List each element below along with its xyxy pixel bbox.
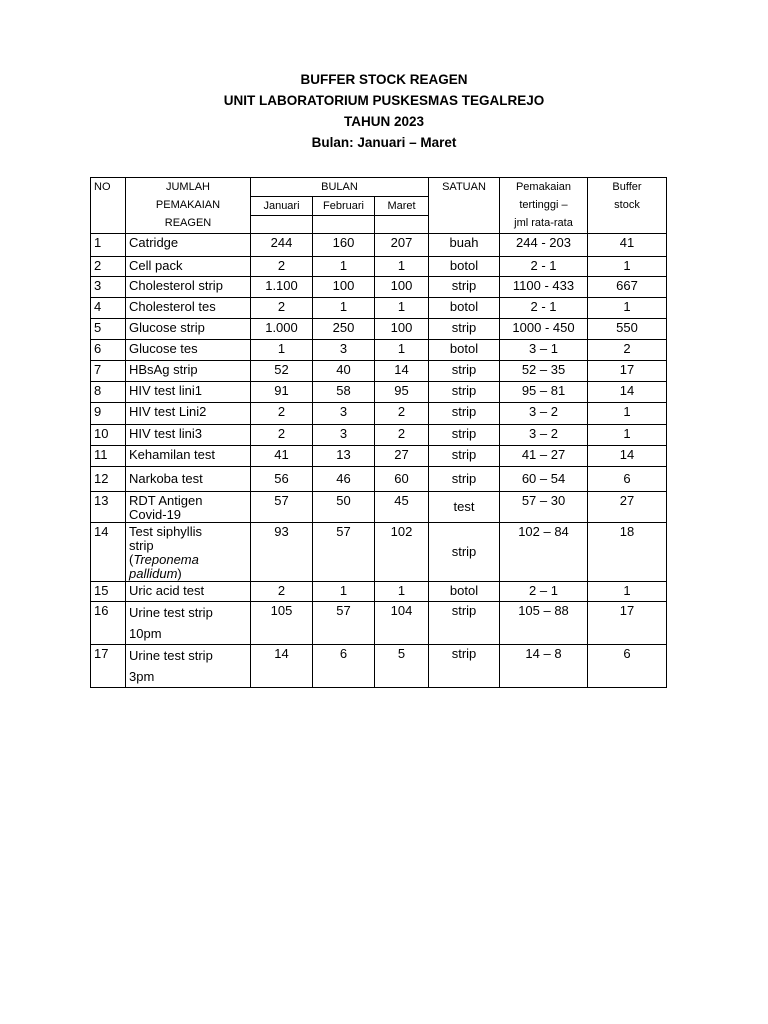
table-row [91,361,667,382]
row-jan: 244 [251,234,313,257]
row-satuan: strip [429,523,500,582]
header-februari: Februari [313,197,375,216]
row-name-line3 [129,553,247,567]
row-name: HBsAg strip [126,361,251,382]
row-no: 9 [91,403,126,425]
row-name-paren-open: ( [129,552,134,567]
row-no: 1 [91,234,126,257]
row-feb: 6 [313,645,375,688]
document-year: TAHUN 2023 [343,114,425,129]
row-buffer: 1 [588,257,667,277]
row-jan: 56 [251,467,313,492]
header-jumlah [126,178,251,234]
row-jan: 2 [251,257,313,277]
row-no: 17 [91,645,126,688]
row-name-line2: 3pm [129,669,155,684]
row-jan: 1.100 [251,277,313,298]
row-jan: 1 [251,340,313,361]
row-name: HIV test lini1 [126,382,251,403]
row-name: Glucose strip [126,319,251,340]
row-feb: 3 [313,425,375,446]
header-februari-spacer [313,216,375,234]
row-feb: 57 [313,523,375,582]
table-row [91,425,667,446]
row-no: 5 [91,319,126,340]
row-buffer: 14 [588,446,667,467]
row-pemakaian: 1000 - 450 [500,319,588,340]
row-jan: 41 [251,446,313,467]
row-satuan: strip [429,467,500,492]
row-pemakaian: 95 – 81 [500,382,588,403]
row-name: Kehamilan test [126,446,251,467]
header-jumlah-line2: PEMAKAIAN [155,199,221,211]
row-no: 7 [91,361,126,382]
table-row [91,582,667,602]
row-mar: 2 [375,403,429,425]
table-row [91,467,667,492]
row-mar: 1 [375,340,429,361]
row-feb: 40 [313,361,375,382]
row-pemakaian: 3 – 2 [500,403,588,425]
row-feb: 1 [313,257,375,277]
row-name [126,602,251,645]
row-buffer: 1 [588,298,667,319]
row-mar: 100 [375,277,429,298]
row-no: 13 [91,492,126,523]
buffer-stock-table [90,177,667,688]
row-jan: 14 [251,645,313,688]
header-januari-spacer [251,216,313,234]
row-pemakaian: 57 – 30 [500,492,588,523]
row-no: 12 [91,467,126,492]
row-no: 16 [91,602,126,645]
row-name: Cholesterol tes [126,298,251,319]
row-jan: 91 [251,382,313,403]
table-row [91,523,667,582]
row-jan: 2 [251,298,313,319]
row-name: HIV test Lini2 [126,403,251,425]
row-name: HIV test lini3 [126,425,251,446]
row-buffer: 1 [588,425,667,446]
row-feb: 250 [313,319,375,340]
table-row [91,340,667,361]
row-no: 14 [91,523,126,582]
table-row [91,492,667,523]
row-buffer: 2 [588,340,667,361]
row-name: Cholesterol strip [126,277,251,298]
row-name-line1: RDT Antigen [129,493,203,508]
row-name: Glucose tes [126,340,251,361]
table-row [91,298,667,319]
row-name-line2: strip [129,538,154,553]
document-unit: UNIT LABORATORIUM PUSKESMAS TEGALREJO [223,93,545,108]
table-row [91,234,667,257]
row-jan: 1.000 [251,319,313,340]
row-buffer: 6 [588,645,667,688]
row-jan: 2 [251,582,313,602]
row-name: Narkoba test [126,467,251,492]
row-satuan: strip [429,361,500,382]
row-satuan: strip [429,645,500,688]
row-name-line2: 10pm [129,626,162,641]
row-buffer: 41 [588,234,667,257]
row-name: Catridge [126,234,251,257]
row-mar: 2 [375,425,429,446]
row-pemakaian: 1100 - 433 [500,277,588,298]
row-mar: 104 [375,602,429,645]
row-pemakaian: 2 - 1 [500,257,588,277]
row-buffer: 18 [588,523,667,582]
row-name: Uric acid test [126,582,251,602]
header-pemakaian-line1: Pemakaian [515,181,572,193]
row-buffer: 14 [588,382,667,403]
row-satuan: botol [429,257,500,277]
row-mar: 27 [375,446,429,467]
header-satuan: SATUAN [429,178,500,234]
row-satuan: strip [429,425,500,446]
row-feb: 50 [313,492,375,523]
row-no: 4 [91,298,126,319]
row-buffer: 27 [588,492,667,523]
row-pemakaian: 2 – 1 [500,582,588,602]
row-name-species: pallidum [129,566,178,581]
row-pemakaian: 105 – 88 [500,602,588,645]
row-name-line1: Urine test strip [129,605,213,620]
header-pemakaian-line3: jml rata-rata [514,217,573,229]
row-mar: 5 [375,645,429,688]
header-no: NO [91,178,126,234]
row-pemakaian: 60 – 54 [500,467,588,492]
row-satuan: test [429,492,500,523]
row-jan: 93 [251,523,313,582]
row-name [126,645,251,688]
header-jumlah-line1: JUMLAH [165,181,210,193]
row-feb: 3 [313,403,375,425]
row-no: 11 [91,446,126,467]
table-row [91,645,667,688]
header-buffer-line2: stock [614,199,640,211]
row-no: 15 [91,582,126,602]
table-row [91,403,667,425]
header-jumlah-line3: REAGEN [164,217,212,229]
row-feb: 160 [313,234,375,257]
row-mar: 1 [375,582,429,602]
row-no: 8 [91,382,126,403]
row-buffer: 667 [588,277,667,298]
row-satuan: strip [429,446,500,467]
row-mar: 95 [375,382,429,403]
document-title: BUFFER STOCK REAGEN [300,72,468,87]
row-name-line4 [129,567,247,581]
row-name-paren-close: ) [177,566,182,581]
table-row [91,602,667,645]
row-feb: 100 [313,277,375,298]
row-name-line2: Covid-19 [129,507,182,522]
table-row [91,319,667,340]
row-feb: 46 [313,467,375,492]
header-maret: Maret [375,197,429,216]
row-jan: 57 [251,492,313,523]
row-satuan: buah [429,234,500,257]
row-feb: 57 [313,602,375,645]
row-mar: 60 [375,467,429,492]
row-no: 10 [91,425,126,446]
row-name-line1: Urine test strip [129,648,213,663]
row-pemakaian: 3 – 1 [500,340,588,361]
row-satuan: botol [429,298,500,319]
row-feb: 13 [313,446,375,467]
row-name-line1: Test siphyllis [129,524,202,539]
row-satuan: botol [429,340,500,361]
row-mar: 102 [375,523,429,582]
header-buffer-line1: Buffer [612,181,642,193]
row-satuan: strip [429,602,500,645]
row-mar: 45 [375,492,429,523]
row-mar: 100 [375,319,429,340]
row-pemakaian: 14 – 8 [500,645,588,688]
row-mar: 1 [375,298,429,319]
row-satuan: strip [429,382,500,403]
row-name [126,492,251,523]
row-buffer: 6 [588,467,667,492]
document-period: Bulan: Januari – Maret [311,135,457,150]
table-row [91,446,667,467]
row-feb: 1 [313,582,375,602]
table-header-row [91,178,667,197]
header-buffer [588,178,667,234]
header-pemakaian [500,178,588,234]
row-jan: 105 [251,602,313,645]
header-januari: Januari [251,197,313,216]
row-buffer: 1 [588,582,667,602]
row-mar: 14 [375,361,429,382]
table-row [91,382,667,403]
header-pemakaian-line2: tertinggi – [519,199,568,211]
row-satuan: strip [429,277,500,298]
table-row [91,257,667,277]
row-pemakaian: 3 – 2 [500,425,588,446]
row-name-genus: Treponema [133,552,199,567]
row-pemakaian: 52 – 35 [500,361,588,382]
row-no: 2 [91,257,126,277]
row-name: Cell pack [126,257,251,277]
row-feb: 1 [313,298,375,319]
header-maret-spacer [375,216,429,234]
row-pemakaian: 41 – 27 [500,446,588,467]
row-satuan: botol [429,582,500,602]
row-buffer: 17 [588,602,667,645]
row-mar: 1 [375,257,429,277]
document-heading [0,69,768,153]
row-pemakaian: 2 - 1 [500,298,588,319]
row-jan: 2 [251,403,313,425]
row-satuan: strip [429,319,500,340]
row-buffer: 1 [588,403,667,425]
row-pemakaian: 244 - 203 [500,234,588,257]
row-satuan: strip [429,403,500,425]
row-buffer: 17 [588,361,667,382]
row-mar: 207 [375,234,429,257]
row-buffer: 550 [588,319,667,340]
row-feb: 58 [313,382,375,403]
row-feb: 3 [313,340,375,361]
row-no: 3 [91,277,126,298]
row-name [126,523,251,582]
row-jan: 52 [251,361,313,382]
header-bulan: BULAN [251,178,429,197]
row-jan: 2 [251,425,313,446]
table-row [91,277,667,298]
row-pemakaian: 102 – 84 [500,523,588,582]
row-no: 6 [91,340,126,361]
